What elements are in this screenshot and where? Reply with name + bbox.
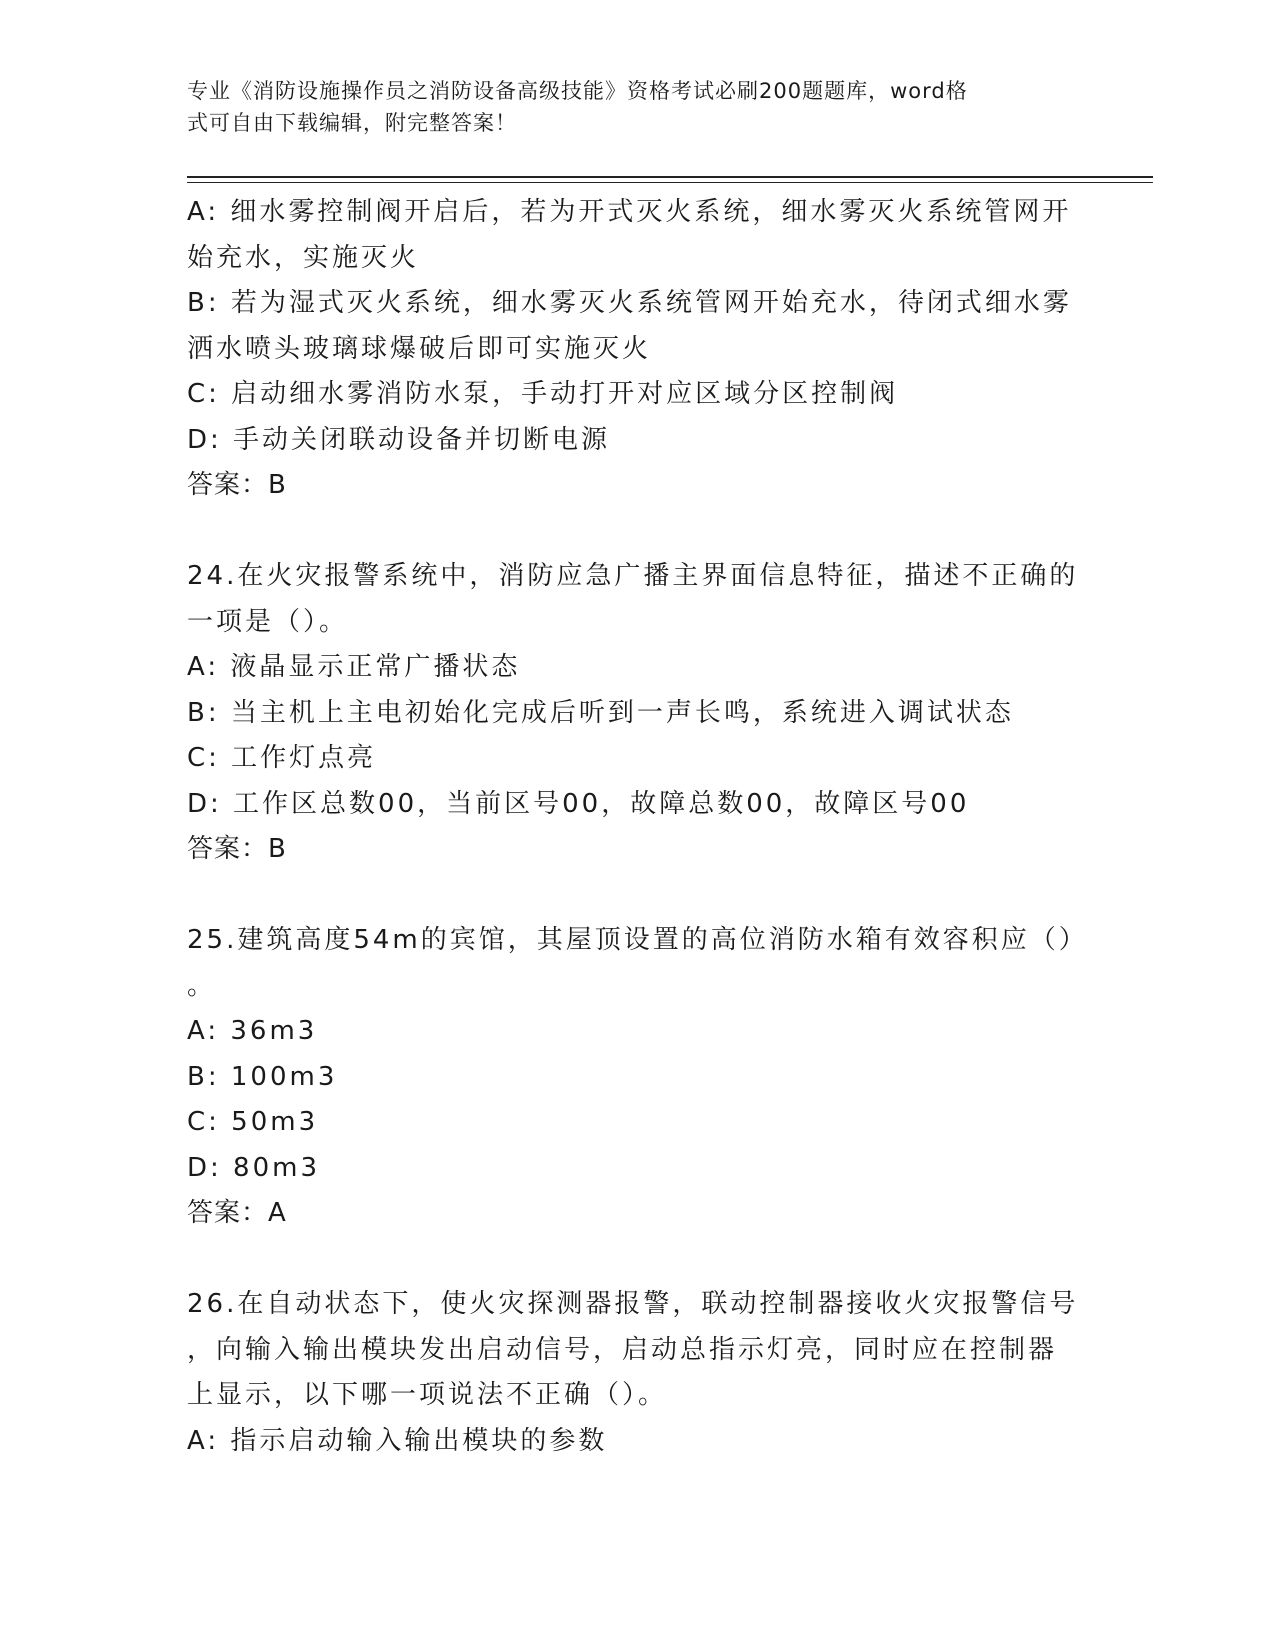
question-26: [187, 1282, 1087, 1464]
option-d: D: 手动关闭联动设备并切断电源: [187, 424, 611, 455]
question-stem-line-2: 一项是（）。: [187, 606, 349, 637]
option-a-line-2: 始充水，实施灭火: [187, 242, 420, 273]
spacer: [187, 873, 1087, 919]
document-header: [187, 75, 1067, 139]
option-a-line-1: A: 细水雾控制阀开启后，若为开式灭火系统，细水雾灭火系统管网开: [187, 197, 1072, 227]
option-b: B: 当主机上主电初始化完成后听到一声长鸣，系统进入调试状态: [187, 697, 1014, 728]
answer: 答案：B: [187, 834, 287, 864]
question-23: [187, 190, 1087, 509]
header-rule-thick: [187, 176, 1153, 178]
spacer: [187, 1237, 1087, 1283]
question-24: [187, 554, 1087, 873]
question-stem-line-1: 25.建筑高度54m的宾馆，其屋顶设置的高位消防水箱有效容积应（）: [187, 925, 1088, 955]
question-stem-line-3: 上显示，以下哪一项说法不正确（）。: [187, 1380, 668, 1410]
question-stem-line-1: 24.在火灾报警系统中，消防应急广播主界面信息特征，描述不正确的: [187, 561, 1079, 591]
option-c: C: 启动细水雾消防水泵，手动打开对应区域分区控制阀: [187, 379, 899, 409]
answer: 答案：A: [187, 1198, 287, 1228]
question-stem-line-2: 。: [187, 970, 217, 1001]
option-a: A: 36m3: [187, 1016, 318, 1046]
question-stem-line-1: 26.在自动状态下，使火灾探测器报警，联动控制器接收火灾报警信号: [187, 1289, 1079, 1319]
option-c: C: 50m3: [187, 1107, 319, 1137]
question-25: [187, 918, 1087, 1237]
option-d: D: 80m3: [187, 1152, 320, 1183]
question-stem-line-2: ，向输入输出模块发出启动信号，启动总指示灯亮，同时应在控制器: [187, 1334, 1058, 1365]
option-b-line-2: 洒水喷头玻璃球爆破后即可实施灭火: [187, 333, 652, 364]
header-line-2: 式可自由下载编辑，附完整答案！: [187, 111, 517, 135]
option-d: D: 工作区总数00，当前区号00，故障总数00，故障区号00: [187, 788, 970, 819]
option-b-line-1: B: 若为湿式灭火系统，细水雾灭火系统管网开始充水，待闭式细水雾: [187, 288, 1072, 318]
option-a: A: 指示启动输入输出模块的参数: [187, 1425, 608, 1456]
option-b: B: 100m3: [187, 1061, 338, 1092]
option-a: A: 液晶显示正常广播状态: [187, 652, 521, 682]
option-c: C: 工作灯点亮: [187, 743, 377, 773]
header-line-1: 专业《消防设施操作员之消防设备高级技能》资格考试必刷200题题库，word格: [187, 79, 968, 103]
header-rule-thin: [187, 182, 1153, 183]
spacer: [187, 509, 1087, 555]
document-body: [187, 190, 1087, 1464]
answer: 答案：B: [187, 470, 287, 500]
